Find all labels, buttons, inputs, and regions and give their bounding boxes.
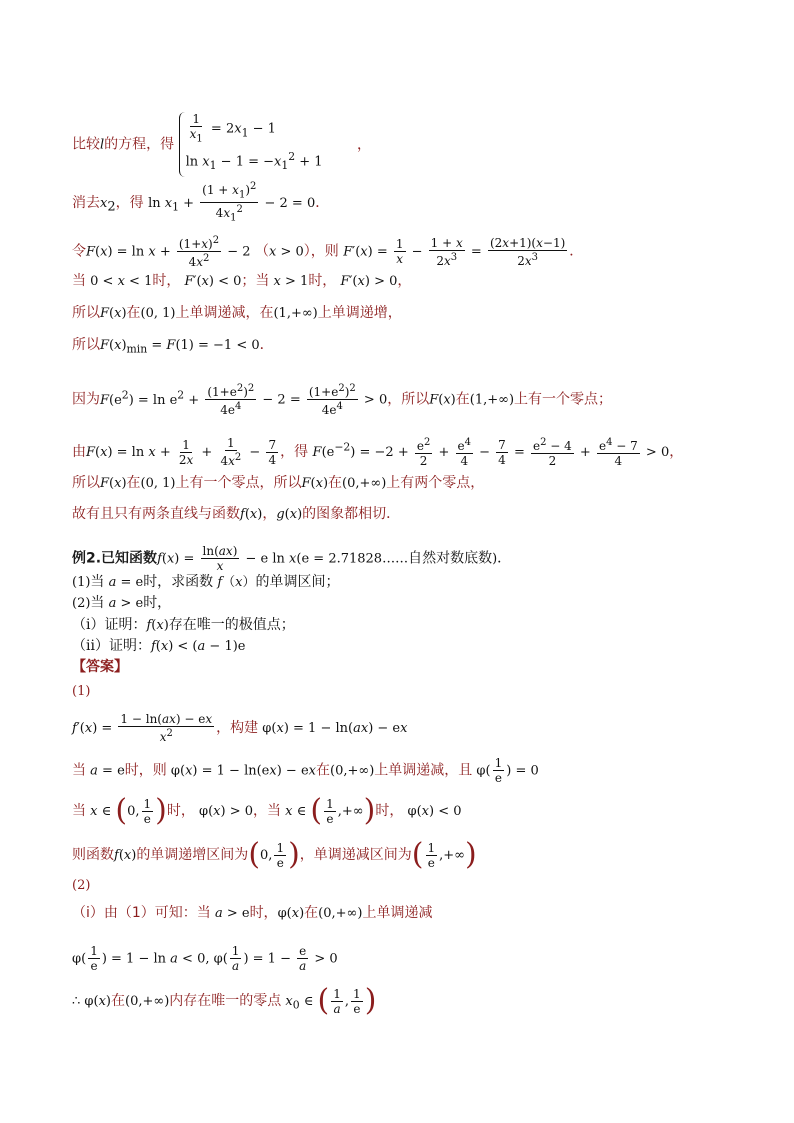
answer-part-2-i: （i）由（1）可知：当 a > e时，φ(x)在(0,+∞)上单调递减	[72, 905, 433, 921]
answer-tag: 【答案】	[72, 659, 128, 675]
question-part-2: (2)当 a > e时，	[72, 595, 172, 611]
answer-phi-values: φ( $\frac{1}{e}$ ) = 1 − ln a < 0, φ( $\frac{1}{a}$ ) = 1 − $\frac{e}{a}$ > 0	[72, 944, 338, 973]
answer-phi-sign: 当 x ∈ (0, $\frac{1}{e}$ )时， φ(x) > 0，当 x ∈ ( $\frac{1}{e}$ ,+∞)时， φ(x) < 0	[72, 793, 462, 828]
line-conclusion: 故有且只有两条直线与函数f(x)，g(x)的图象都相切．	[72, 506, 401, 522]
question-part-2-i: （i）证明：f(x)存在唯一的极值点；	[72, 617, 295, 633]
answer-phi-decreasing: 当 a = e时，则 φ(x) = 1 − ln(ex) − ex在(0,+∞)上单调递减，且 φ( $\frac{1}{e}$ ) = 0	[72, 756, 539, 785]
answer-derivative: f′(x) = $\frac{1 - \ln(ax) - ex}{x^2}$ ，构建 φ(x) = 1 − ln(ax) − ex	[72, 712, 408, 744]
line-define-F: 令F(x) = ln x + $\frac{(1+x)^2}{4x^2}$ − 2 （x > 0），则 F′(x) = $\frac{1}{x}$ − $\frac{1 + x}{2x^3}$ = $\frac{(2x+1)(x-1)}{2x^3}$ ．	[72, 235, 584, 269]
line-min: 所以$F(x)_{min} = F(1) = -1 < 0$．	[72, 337, 274, 356]
question-part-1: (1)当 a = e时，求函数 f（x）的单调区间；	[72, 574, 340, 590]
line-eliminate: 消去$x_2$，得 $\ln x_1$ + $\frac{(1 + x_1)^2}{4x_1^2}$ − 2 = 0．	[72, 181, 330, 224]
example-2-title: 例2.已知函数f(x) = $\frac{\ln(ax)}{x}$ − e ln x(e = 2.71828……自然对数底数)．	[72, 544, 512, 573]
question-part-2-ii: （ii）证明：f(x) < (a − 1)e	[72, 638, 246, 654]
answer-label	[72, 658, 128, 676]
line-monotonic: 所以F(x)在(0, 1)上单调递减，在(1,+∞)上单调递增，	[72, 305, 402, 321]
answer-intervals: 则函数f(x)的单调递增区间为(0, $\frac{1}{e}$ )，单调递减区间为( $\frac{1}{e}$ ,+∞)	[72, 837, 477, 872]
answer-unique-zero: ∴ φ(x)在(0,+∞)内存在唯一的零点 $x_0$ ∈ ( $\frac{1}{a}$ , $\frac{1}{e}$ )	[72, 983, 377, 1018]
part-label: (2)	[72, 878, 91, 893]
line-sign-analysis: 当 0 < x < 1时， F′(x) < 0；当 x > 1时， F′(x) > 0，	[72, 273, 412, 289]
line-compare-equations: 比较l的方程，得 $\frac{1}{x_1}$ = $2x_1 - 1$ $\ln x_1 - 1 = -x_1^2 + 1$ ，	[72, 112, 371, 177]
line-two-zeros: 所以F(x)在(0, 1)上有一个零点，所以F(x)在(0,+∞)上有两个零点，	[72, 475, 485, 491]
line-zero-left: 由F(x) = ln x + $\frac{1}{2x}$ + $\frac{1}{4x^2}$ − $\frac{7}{4}$ ，得 $F(e^{-2}) = -2$ + $\frac{e^2}{2}$ + $\frac{e^4}{4}$ − $\frac{7}{4}$ = $\frac{e^2 - 4}{2}$ + $\frac{e^4 - 7}{4}$ > 0，	[72, 436, 684, 468]
line-zero-right: 因为$F(e^2) = \ln e^2$ + $\frac{(1+e^2)^2}{4e^4}$ − 2 = $\frac{(1+e^2)^2}{4e^4}$ > 0，所以F(x)在(1,+∞)上有一个零点；	[72, 383, 613, 417]
answer-part-1-label	[72, 682, 90, 701]
part-label: (1)	[72, 684, 91, 699]
answer-part-2-label	[72, 876, 90, 895]
